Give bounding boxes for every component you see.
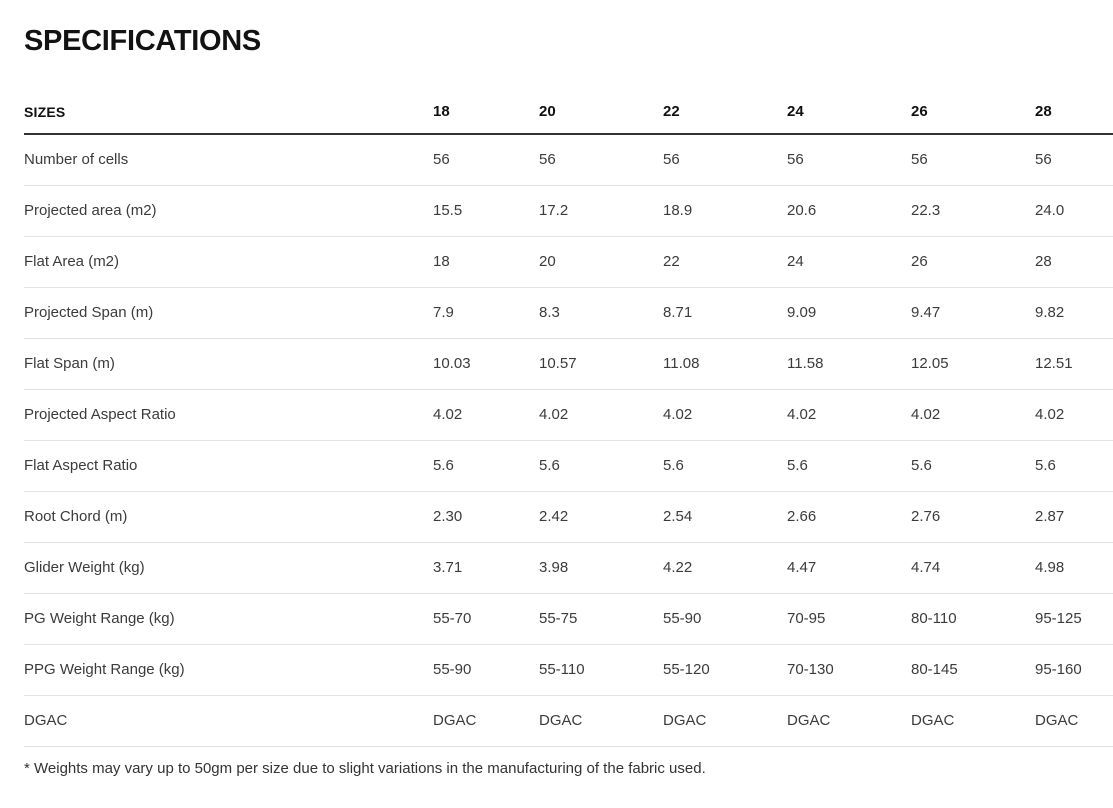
row-label: Glider Weight (kg) — [24, 542, 433, 593]
cell-value: 80-145 — [911, 644, 1035, 695]
cell-value: 9.82 — [1035, 287, 1113, 338]
column-header-size-20: 20 — [539, 99, 663, 134]
cell-value: 12.05 — [911, 338, 1035, 389]
table-row-projected-area — [24, 185, 1113, 236]
table-row-projected-span — [24, 287, 1113, 338]
column-header-size-28: 28 — [1035, 99, 1113, 134]
cell-value: DGAC — [1035, 695, 1113, 746]
cell-value: 9.47 — [911, 287, 1035, 338]
cell-value: 22.3 — [911, 185, 1035, 236]
cell-value: 8.71 — [663, 287, 787, 338]
table-row-flat-aspect-ratio — [24, 440, 1113, 491]
cell-value: 5.6 — [1035, 440, 1113, 491]
row-label: Projected Aspect Ratio — [24, 389, 433, 440]
cell-value: 18.9 — [663, 185, 787, 236]
cell-value: 18 — [433, 236, 539, 287]
cell-value: 26 — [911, 236, 1035, 287]
column-header-sizes: SIZES — [24, 99, 433, 134]
cell-value: 2.30 — [433, 491, 539, 542]
cell-value: DGAC — [911, 695, 1035, 746]
cell-value: 4.74 — [911, 542, 1035, 593]
row-label: Flat Area (m2) — [24, 236, 433, 287]
cell-value: 8.3 — [539, 287, 663, 338]
cell-value: 3.71 — [433, 542, 539, 593]
cell-value: DGAC — [663, 695, 787, 746]
row-label: Flat Span (m) — [24, 338, 433, 389]
weights-footnote: * Weights may vary up to 50gm per size due to slight variations in the manufacturing of the fabric used. — [24, 759, 706, 777]
column-header-size-22: 22 — [663, 99, 787, 134]
cell-value: 15.5 — [433, 185, 539, 236]
cell-value: 12.51 — [1035, 338, 1113, 389]
column-header-size-26: 26 — [911, 99, 1035, 134]
cell-value: 56 — [787, 134, 911, 186]
cell-value: DGAC — [539, 695, 663, 746]
cell-value: 20 — [539, 236, 663, 287]
cell-value: 4.98 — [1035, 542, 1113, 593]
cell-value: 5.6 — [433, 440, 539, 491]
cell-value: 24.0 — [1035, 185, 1113, 236]
table-row-projected-aspect-ratio — [24, 389, 1113, 440]
column-header-size-24: 24 — [787, 99, 911, 134]
cell-value: 55-110 — [539, 644, 663, 695]
table-row-flat-area — [24, 236, 1113, 287]
cell-value: DGAC — [787, 695, 911, 746]
cell-value: 55-90 — [663, 593, 787, 644]
cell-value: 55-90 — [433, 644, 539, 695]
cell-value: 22 — [663, 236, 787, 287]
table-row-flat-span — [24, 338, 1113, 389]
column-header-size-18: 18 — [433, 99, 539, 134]
cell-value: 17.2 — [539, 185, 663, 236]
cell-value: 5.6 — [787, 440, 911, 491]
cell-value: 4.02 — [539, 389, 663, 440]
specifications-section — [0, 26, 1113, 777]
row-label: Flat Aspect Ratio — [24, 440, 433, 491]
table-row-glider-weight — [24, 542, 1113, 593]
page-title: SPECIFICATIONS — [24, 25, 261, 57]
cell-value: 80-110 — [911, 593, 1035, 644]
cell-value: 56 — [663, 134, 787, 186]
cell-value: DGAC — [433, 695, 539, 746]
cell-value: 4.47 — [787, 542, 911, 593]
cell-value: 4.02 — [1035, 389, 1113, 440]
cell-value: 20.6 — [787, 185, 911, 236]
cell-value: 7.9 — [433, 287, 539, 338]
cell-value: 2.54 — [663, 491, 787, 542]
cell-value: 28 — [1035, 236, 1113, 287]
row-label: Projected area (m2) — [24, 185, 433, 236]
cell-value: 95-125 — [1035, 593, 1113, 644]
row-label: PG Weight Range (kg) — [24, 593, 433, 644]
specs-table — [24, 99, 1113, 747]
row-label: DGAC — [24, 695, 433, 746]
table-row-number-of-cells — [24, 134, 1113, 186]
cell-value: 4.02 — [911, 389, 1035, 440]
row-label: Projected Span (m) — [24, 287, 433, 338]
cell-value: 55-70 — [433, 593, 539, 644]
cell-value: 55-120 — [663, 644, 787, 695]
cell-value: 9.09 — [787, 287, 911, 338]
cell-value: 2.42 — [539, 491, 663, 542]
cell-value: 95-160 — [1035, 644, 1113, 695]
cell-value: 4.02 — [787, 389, 911, 440]
cell-value: 5.6 — [539, 440, 663, 491]
row-label: PPG Weight Range (kg) — [24, 644, 433, 695]
cell-value: 11.08 — [663, 338, 787, 389]
row-label: Number of cells — [24, 134, 433, 186]
cell-value: 11.58 — [787, 338, 911, 389]
cell-value: 56 — [911, 134, 1035, 186]
row-label: Root Chord (m) — [24, 491, 433, 542]
cell-value: 4.02 — [433, 389, 539, 440]
table-row-ppg-weight-range — [24, 644, 1113, 695]
cell-value: 5.6 — [663, 440, 787, 491]
cell-value: 2.76 — [911, 491, 1035, 542]
cell-value: 10.03 — [433, 338, 539, 389]
cell-value: 2.87 — [1035, 491, 1113, 542]
cell-value: 2.66 — [787, 491, 911, 542]
table-row-dgac — [24, 695, 1113, 746]
cell-value: 70-130 — [787, 644, 911, 695]
cell-value: 55-75 — [539, 593, 663, 644]
cell-value: 56 — [539, 134, 663, 186]
cell-value: 4.02 — [663, 389, 787, 440]
cell-value: 56 — [1035, 134, 1113, 186]
table-header-row — [24, 99, 1113, 134]
cell-value: 4.22 — [663, 542, 787, 593]
table-row-root-chord — [24, 491, 1113, 542]
cell-value: 5.6 — [911, 440, 1035, 491]
cell-value: 70-95 — [787, 593, 911, 644]
cell-value: 3.98 — [539, 542, 663, 593]
cell-value: 24 — [787, 236, 911, 287]
cell-value: 56 — [433, 134, 539, 186]
cell-value: 10.57 — [539, 338, 663, 389]
table-row-pg-weight-range — [24, 593, 1113, 644]
